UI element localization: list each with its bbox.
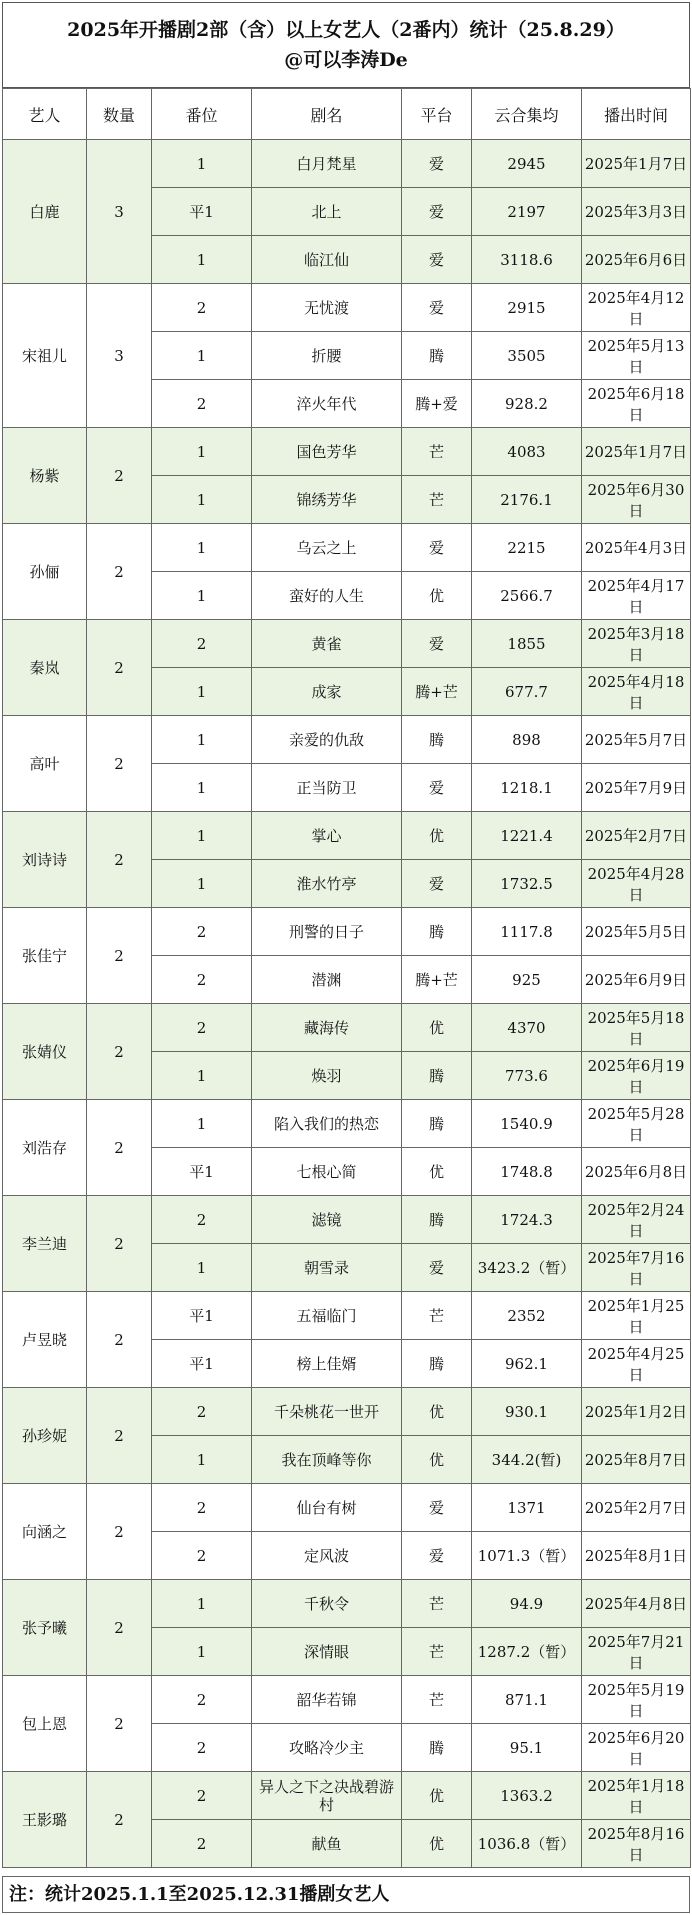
cell-count: 2 [87, 1100, 152, 1196]
cell-count: 3 [87, 140, 152, 284]
cell-count: 2 [87, 812, 152, 908]
cell-air: 2025年6月20日 [582, 1724, 691, 1772]
table-body [3, 140, 691, 1868]
cell-count: 2 [87, 428, 152, 524]
cell-platform: 爱 [402, 524, 472, 572]
header-drama: 剧名 [252, 89, 402, 140]
table-row [3, 524, 691, 572]
cell-artist: 包上恩 [3, 1676, 87, 1772]
cell-drama: 榜上佳婿 [252, 1340, 402, 1388]
cell-avg: 1287.2（暂） [472, 1628, 582, 1676]
cell-air: 2025年7月21日 [582, 1628, 691, 1676]
cell-air: 2025年1月2日 [582, 1388, 691, 1436]
cell-billing: 2 [152, 1532, 252, 1580]
header-avg: 云合集均 [472, 89, 582, 140]
cell-count: 2 [87, 1196, 152, 1292]
cell-platform: 优 [402, 1772, 472, 1820]
cell-platform: 芒 [402, 1292, 472, 1340]
cell-air: 2025年6月19日 [582, 1052, 691, 1100]
cell-billing: 1 [152, 476, 252, 524]
cell-avg: 898 [472, 716, 582, 764]
cell-avg: 962.1 [472, 1340, 582, 1388]
cell-air: 2025年1月7日 [582, 140, 691, 188]
cell-billing: 2 [152, 620, 252, 668]
cell-platform: 优 [402, 1148, 472, 1196]
cell-air: 2025年4月28日 [582, 860, 691, 908]
cell-avg: 1855 [472, 620, 582, 668]
table-row [3, 1292, 691, 1340]
table-row [3, 620, 691, 668]
cell-air: 2025年5月5日 [582, 908, 691, 956]
header-platform: 平台 [402, 89, 472, 140]
cell-billing: 1 [152, 1052, 252, 1100]
header-air: 播出时间 [582, 89, 691, 140]
cell-billing: 1 [152, 1436, 252, 1484]
cell-air: 2025年6月9日 [582, 956, 691, 1004]
cell-billing: 2 [152, 1004, 252, 1052]
cell-avg: 3505 [472, 332, 582, 380]
table-row [3, 1100, 691, 1148]
cell-artist: 刘诗诗 [3, 812, 87, 908]
table-row [3, 1196, 691, 1244]
cell-platform: 优 [402, 1004, 472, 1052]
cell-air: 2025年5月13日 [582, 332, 691, 380]
cell-air: 2025年2月7日 [582, 812, 691, 860]
cell-billing: 1 [152, 332, 252, 380]
cell-avg: 3423.2（暂） [472, 1244, 582, 1292]
cell-drama: 深情眼 [252, 1628, 402, 1676]
cell-platform: 爱 [402, 1532, 472, 1580]
cell-drama: 焕羽 [252, 1052, 402, 1100]
cell-platform: 芒 [402, 1628, 472, 1676]
cell-billing: 2 [152, 1772, 252, 1820]
cell-drama: 临江仙 [252, 236, 402, 284]
cell-billing: 1 [152, 812, 252, 860]
cell-avg: 95.1 [472, 1724, 582, 1772]
cell-avg: 1036.8（暂） [472, 1820, 582, 1868]
cell-billing: 2 [152, 284, 252, 332]
cell-drama: 千秋令 [252, 1580, 402, 1628]
cell-artist: 宋祖儿 [3, 284, 87, 428]
cell-billing: 2 [152, 1676, 252, 1724]
cell-platform: 芒 [402, 476, 472, 524]
cell-avg: 1218.1 [472, 764, 582, 812]
cell-air: 2025年3月3日 [582, 188, 691, 236]
cell-platform: 爱 [402, 860, 472, 908]
header-row [3, 89, 691, 140]
cell-drama: 无忧渡 [252, 284, 402, 332]
cell-avg: 2945 [472, 140, 582, 188]
cell-avg: 2915 [472, 284, 582, 332]
cell-count: 2 [87, 1580, 152, 1676]
cell-air: 2025年1月7日 [582, 428, 691, 476]
cell-platform: 优 [402, 812, 472, 860]
cell-drama: 献鱼 [252, 1820, 402, 1868]
cell-platform: 腾 [402, 1100, 472, 1148]
cell-drama: 折腰 [252, 332, 402, 380]
cell-artist: 卢昱晓 [3, 1292, 87, 1388]
cell-air: 2025年6月18日 [582, 380, 691, 428]
table-row [3, 1004, 691, 1052]
cell-air: 2025年5月19日 [582, 1676, 691, 1724]
table-row [3, 716, 691, 764]
cell-air: 2025年2月7日 [582, 1484, 691, 1532]
cell-avg: 1724.3 [472, 1196, 582, 1244]
title-line-1: 2025年开播剧2部（含）以上女艺人（2番内）统计（25.8.29） [67, 19, 625, 41]
cell-drama: 刑警的日子 [252, 908, 402, 956]
table-row [3, 1580, 691, 1628]
cell-drama: 淮水竹亭 [252, 860, 402, 908]
table-row [3, 428, 691, 476]
cell-count: 2 [87, 716, 152, 812]
cell-artist: 李兰迪 [3, 1196, 87, 1292]
cell-platform: 腾 [402, 1724, 472, 1772]
cell-artist: 王影璐 [3, 1772, 87, 1868]
cell-artist: 张予曦 [3, 1580, 87, 1676]
cell-platform: 腾+爱 [402, 380, 472, 428]
cell-artist: 张佳宁 [3, 908, 87, 1004]
cell-billing: 1 [152, 572, 252, 620]
cell-avg: 925 [472, 956, 582, 1004]
footer-note: 注：统计2025.1.1至2025.12.31播剧女艺人 [2, 1876, 690, 1913]
table-row [3, 284, 691, 332]
cell-air: 2025年4月25日 [582, 1340, 691, 1388]
cell-platform: 芒 [402, 1676, 472, 1724]
cell-drama: 异人之下之决战碧游村 [252, 1772, 402, 1820]
cell-avg: 1117.8 [472, 908, 582, 956]
cell-avg: 1732.5 [472, 860, 582, 908]
cell-billing: 2 [152, 380, 252, 428]
table-row [3, 908, 691, 956]
cell-air: 2025年5月18日 [582, 1004, 691, 1052]
cell-artist: 张婧仪 [3, 1004, 87, 1100]
cell-artist: 孙俪 [3, 524, 87, 620]
cell-air: 2025年7月16日 [582, 1244, 691, 1292]
cell-avg: 2566.7 [472, 572, 582, 620]
cell-air: 2025年6月30日 [582, 476, 691, 524]
cell-avg: 1540.9 [472, 1100, 582, 1148]
cell-avg: 677.7 [472, 668, 582, 716]
cell-count: 3 [87, 284, 152, 428]
title-line-2: @可以李涛De [284, 49, 408, 71]
cell-drama: 北上 [252, 188, 402, 236]
cell-avg: 1221.4 [472, 812, 582, 860]
cell-billing: 平1 [152, 188, 252, 236]
cell-count: 2 [87, 1772, 152, 1868]
cell-billing: 1 [152, 668, 252, 716]
cell-avg: 2215 [472, 524, 582, 572]
cell-drama: 成家 [252, 668, 402, 716]
cell-billing: 1 [152, 1244, 252, 1292]
header-artist: 艺人 [3, 89, 87, 140]
cell-platform: 腾 [402, 1340, 472, 1388]
cell-billing: 平1 [152, 1292, 252, 1340]
cell-avg: 1363.2 [472, 1772, 582, 1820]
cell-platform: 腾 [402, 716, 472, 764]
table-row [3, 1484, 691, 1532]
cell-artist: 孙珍妮 [3, 1388, 87, 1484]
cell-air: 2025年3月18日 [582, 620, 691, 668]
cell-platform: 腾+芒 [402, 956, 472, 1004]
cell-drama: 蛮好的人生 [252, 572, 402, 620]
cell-platform: 腾 [402, 1052, 472, 1100]
cell-platform: 芒 [402, 428, 472, 476]
cell-drama: 淬火年代 [252, 380, 402, 428]
cell-avg: 344.2(暂) [472, 1436, 582, 1484]
cell-air: 2025年7月9日 [582, 764, 691, 812]
table-row [3, 1772, 691, 1820]
cell-platform: 爱 [402, 764, 472, 812]
cell-avg: 930.1 [472, 1388, 582, 1436]
cell-billing: 2 [152, 956, 252, 1004]
cell-drama: 掌心 [252, 812, 402, 860]
cell-platform: 爱 [402, 620, 472, 668]
cell-drama: 锦绣芳华 [252, 476, 402, 524]
cell-drama: 正当防卫 [252, 764, 402, 812]
cell-billing: 1 [152, 236, 252, 284]
cell-drama: 七根心简 [252, 1148, 402, 1196]
cell-avg: 3118.6 [472, 236, 582, 284]
cell-air: 2025年5月28日 [582, 1100, 691, 1148]
cell-artist: 向涵之 [3, 1484, 87, 1580]
cell-count: 2 [87, 524, 152, 620]
cell-avg: 1071.3（暂） [472, 1532, 582, 1580]
cell-drama: 陷入我们的热恋 [252, 1100, 402, 1148]
cell-air: 2025年1月25日 [582, 1292, 691, 1340]
cell-avg: 871.1 [472, 1676, 582, 1724]
cell-air: 2025年6月8日 [582, 1148, 691, 1196]
cell-billing: 1 [152, 1100, 252, 1148]
cell-platform: 爱 [402, 236, 472, 284]
cell-drama: 五福临门 [252, 1292, 402, 1340]
cell-count: 2 [87, 908, 152, 1004]
cell-billing: 1 [152, 764, 252, 812]
cell-avg: 2176.1 [472, 476, 582, 524]
cell-avg: 2197 [472, 188, 582, 236]
cell-billing: 2 [152, 1388, 252, 1436]
cell-drama: 藏海传 [252, 1004, 402, 1052]
cell-drama: 仙台有树 [252, 1484, 402, 1532]
cell-air: 2025年1月18日 [582, 1772, 691, 1820]
cell-billing: 平1 [152, 1148, 252, 1196]
table-row [3, 1676, 691, 1724]
cell-avg: 928.2 [472, 380, 582, 428]
cell-platform: 爱 [402, 140, 472, 188]
cell-drama: 朝雪录 [252, 1244, 402, 1292]
cell-platform: 优 [402, 1436, 472, 1484]
cell-billing: 1 [152, 428, 252, 476]
cell-air: 2025年2月24日 [582, 1196, 691, 1244]
cell-platform: 爱 [402, 1484, 472, 1532]
cell-platform: 爱 [402, 188, 472, 236]
cell-count: 2 [87, 1004, 152, 1100]
cell-air: 2025年8月1日 [582, 1532, 691, 1580]
cell-platform: 腾 [402, 1196, 472, 1244]
table-title [2, 2, 690, 88]
cell-drama: 乌云之上 [252, 524, 402, 572]
cell-billing: 2 [152, 1820, 252, 1868]
cell-billing: 2 [152, 908, 252, 956]
cell-avg: 1748.8 [472, 1148, 582, 1196]
cell-avg: 4370 [472, 1004, 582, 1052]
data-table [2, 88, 691, 1868]
cell-air: 2025年8月16日 [582, 1820, 691, 1868]
cell-count: 2 [87, 620, 152, 716]
cell-drama: 定风波 [252, 1532, 402, 1580]
cell-air: 2025年5月7日 [582, 716, 691, 764]
cell-platform: 腾 [402, 908, 472, 956]
cell-avg: 773.6 [472, 1052, 582, 1100]
cell-artist: 高叶 [3, 716, 87, 812]
table-row [3, 140, 691, 188]
cell-drama: 攻略冷少主 [252, 1724, 402, 1772]
cell-air: 2025年4月8日 [582, 1580, 691, 1628]
cell-artist: 杨紫 [3, 428, 87, 524]
cell-platform: 优 [402, 1388, 472, 1436]
cell-platform: 优 [402, 572, 472, 620]
cell-billing: 平1 [152, 1340, 252, 1388]
cell-billing: 2 [152, 1724, 252, 1772]
cell-air: 2025年4月18日 [582, 668, 691, 716]
header-billing: 番位 [152, 89, 252, 140]
cell-drama: 滤镜 [252, 1196, 402, 1244]
cell-artist: 白鹿 [3, 140, 87, 284]
table-row [3, 812, 691, 860]
header-count: 数量 [87, 89, 152, 140]
cell-air: 2025年4月17日 [582, 572, 691, 620]
cell-count: 2 [87, 1676, 152, 1772]
cell-count: 2 [87, 1388, 152, 1484]
cell-air: 2025年4月3日 [582, 524, 691, 572]
cell-count: 2 [87, 1292, 152, 1388]
cell-drama: 白月梵星 [252, 140, 402, 188]
cell-drama: 我在顶峰等你 [252, 1436, 402, 1484]
cell-air: 2025年4月12日 [582, 284, 691, 332]
cell-drama: 国色芳华 [252, 428, 402, 476]
cell-billing: 2 [152, 1484, 252, 1532]
cell-avg: 4083 [472, 428, 582, 476]
cell-platform: 爱 [402, 284, 472, 332]
cell-artist: 刘浩存 [3, 1100, 87, 1196]
cell-drama: 韶华若锦 [252, 1676, 402, 1724]
cell-platform: 爱 [402, 1244, 472, 1292]
cell-platform: 腾 [402, 332, 472, 380]
table-row [3, 1388, 691, 1436]
cell-platform: 芒 [402, 1580, 472, 1628]
cell-avg: 2352 [472, 1292, 582, 1340]
cell-air: 2025年8月7日 [582, 1436, 691, 1484]
cell-billing: 1 [152, 1580, 252, 1628]
cell-billing: 1 [152, 860, 252, 908]
cell-count: 2 [87, 1484, 152, 1580]
cell-billing: 2 [152, 1196, 252, 1244]
cell-air: 2025年6月6日 [582, 236, 691, 284]
cell-drama: 黄雀 [252, 620, 402, 668]
cell-drama: 亲爱的仇敌 [252, 716, 402, 764]
cell-drama: 千朵桃花一世开 [252, 1388, 402, 1436]
cell-avg: 94.9 [472, 1580, 582, 1628]
cell-artist: 秦岚 [3, 620, 87, 716]
cell-billing: 1 [152, 716, 252, 764]
cell-platform: 腾+芒 [402, 668, 472, 716]
cell-billing: 1 [152, 140, 252, 188]
cell-drama: 潜渊 [252, 956, 402, 1004]
cell-billing: 1 [152, 1628, 252, 1676]
cell-platform: 优 [402, 1820, 472, 1868]
cell-avg: 1371 [472, 1484, 582, 1532]
cell-billing: 1 [152, 524, 252, 572]
